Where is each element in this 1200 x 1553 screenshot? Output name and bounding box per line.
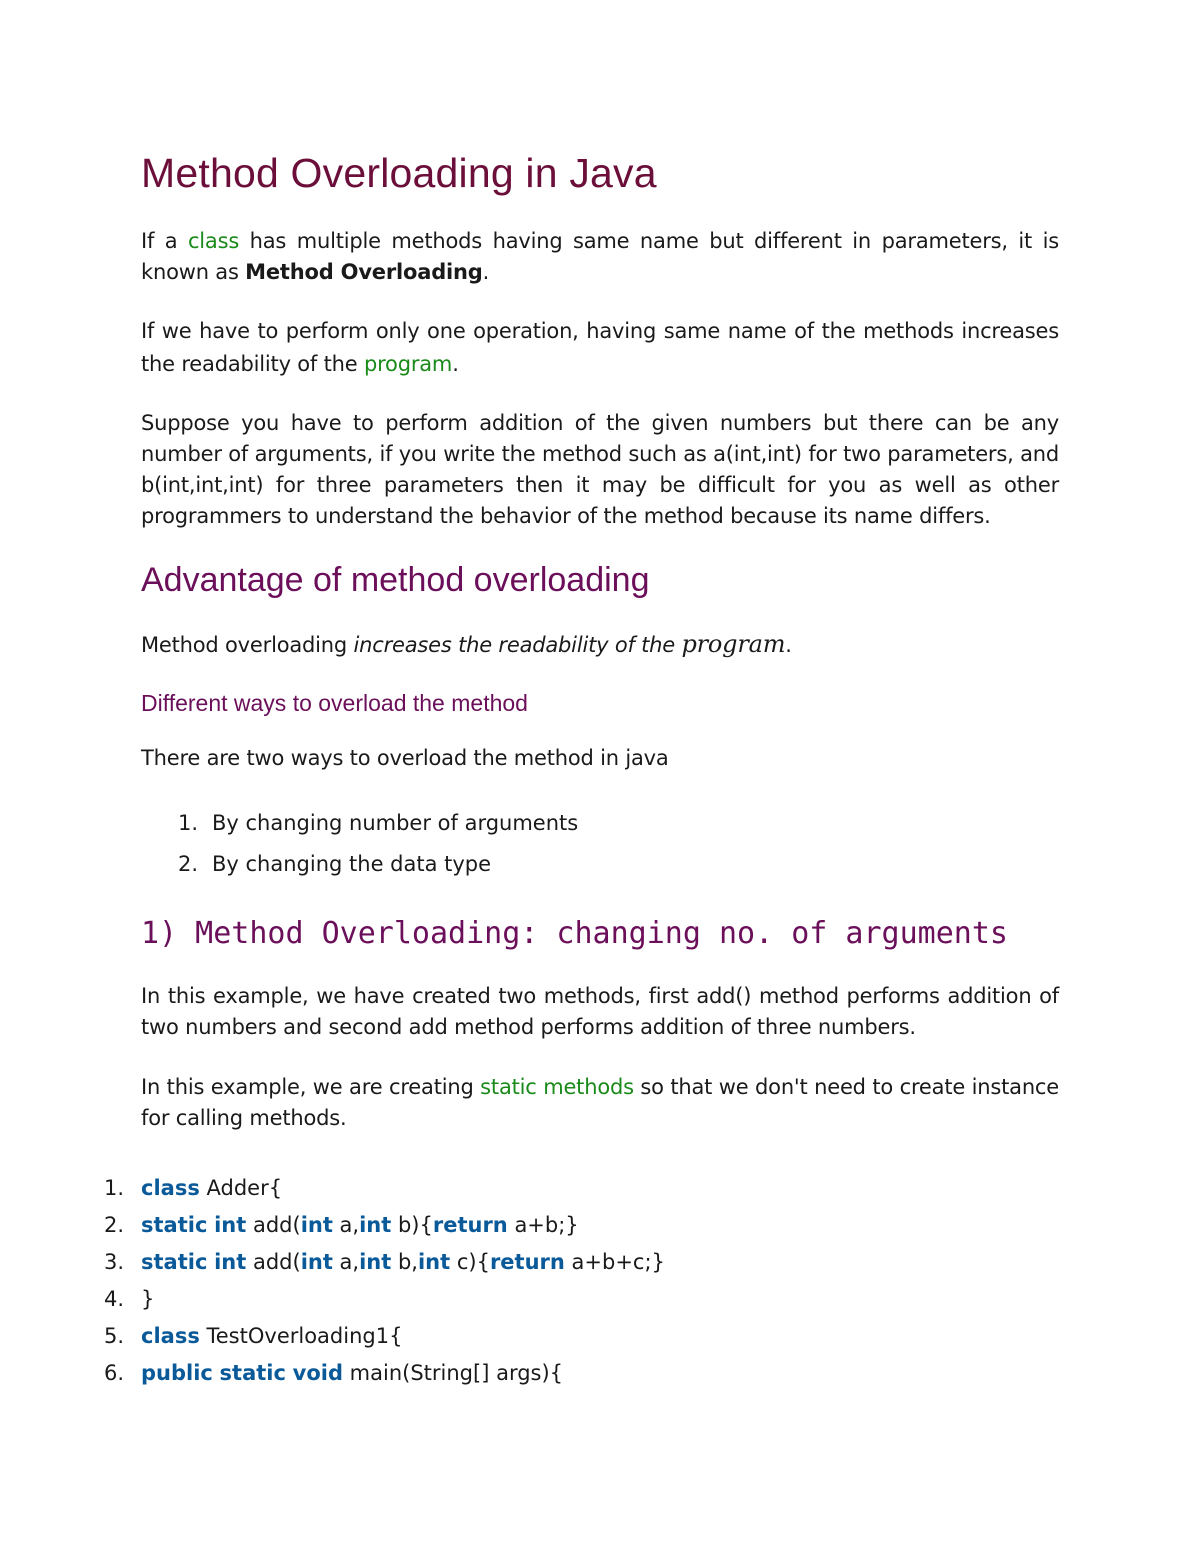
code-text: } — [141, 1287, 155, 1311]
code-keyword: return — [432, 1213, 508, 1237]
code-line — [104, 1209, 1004, 1246]
code-keyword: int — [300, 1250, 333, 1274]
list-number: 2. — [178, 852, 199, 876]
code-text: b, — [391, 1250, 418, 1274]
text: so that we don't need to create instance for calling methods. — [141, 1075, 1059, 1130]
list-item — [141, 808, 1059, 849]
code-keyword: class — [141, 1176, 200, 1200]
ways-intro: There are two ways to overload the method in java — [141, 746, 669, 770]
code-keyword: int — [214, 1250, 247, 1274]
text: has multiple methods having same name but different in parameters, it is known as — [141, 229, 1059, 284]
code-keyword: int — [300, 1213, 333, 1237]
code-text: c){ — [450, 1250, 490, 1274]
code-keyword: public — [141, 1361, 213, 1385]
code-text: a+b;} — [507, 1213, 579, 1237]
code-text — [213, 1361, 220, 1385]
section-1-paragraph-2 — [141, 1072, 1059, 1134]
text: If we have to perform only one operation, having same name of the methods increases the readability of the — [141, 319, 1059, 376]
code-keyword: int — [417, 1250, 451, 1274]
code-keyword: int — [359, 1213, 392, 1237]
italic-term: program — [681, 630, 786, 658]
document-content — [141, 148, 1059, 1134]
code-keyword: int — [214, 1213, 247, 1237]
text: If a — [141, 229, 188, 253]
list-item-label: By changing the data type — [212, 852, 492, 876]
intro-paragraph-3: Suppose you have to perform addition of the given numbers but there can be any number of arguments, if you write the method such as a(int,int) for two parameters, and b(int,int,int) for three parameters then it may be difficult for you as well as other programmers to understand the behavior of the method because its name differs. — [141, 411, 1059, 528]
code-line — [104, 1283, 1004, 1320]
list-item — [141, 849, 1059, 890]
code-line-number: 2. — [104, 1213, 125, 1237]
code-keyword: int — [359, 1250, 392, 1274]
code-text: a+b+c;} — [564, 1250, 665, 1274]
italic-text: increases the readability of the — [353, 633, 682, 657]
text: . — [482, 260, 490, 284]
code-keyword: class — [141, 1324, 200, 1348]
advantage-heading: Advantage of method overloading — [141, 561, 650, 599]
code-line-number: 4. — [104, 1287, 125, 1311]
code-text: main(String[] args){ — [343, 1361, 564, 1385]
code-text: a, — [332, 1250, 360, 1274]
code-line — [104, 1172, 1004, 1209]
code-text — [286, 1361, 293, 1385]
code-line — [104, 1246, 1004, 1283]
bold-term: Method Overloading — [245, 260, 483, 284]
text: . — [452, 352, 459, 376]
section-1-heading: 1) Method Overloading: changing no. of arguments — [141, 916, 1008, 951]
code-text: Adder{ — [199, 1176, 283, 1200]
code-keyword: return — [489, 1250, 565, 1274]
code-text: a, — [332, 1213, 360, 1237]
code-line-number: 6. — [104, 1361, 125, 1385]
code-keyword: static — [219, 1361, 286, 1385]
code-line-number: 3. — [104, 1250, 125, 1274]
code-line — [104, 1320, 1004, 1357]
ways-list — [141, 808, 1059, 890]
code-keyword: void — [292, 1361, 343, 1385]
program-link[interactable]: program — [363, 352, 453, 376]
code-listing — [104, 1172, 1004, 1394]
text: . — [785, 633, 792, 657]
class-link[interactable]: class — [187, 229, 240, 253]
intro-paragraph-1 — [141, 226, 1059, 288]
code-text: add( — [246, 1213, 301, 1237]
ways-heading: Different ways to overload the method — [141, 690, 528, 716]
code-text: TestOverloading1{ — [199, 1324, 403, 1348]
code-keyword: static — [141, 1250, 208, 1274]
static-methods-link[interactable]: static methods — [480, 1075, 634, 1099]
code-text: b){ — [391, 1213, 433, 1237]
list-item-label: By changing number of arguments — [212, 811, 579, 835]
intro-paragraph-2 — [141, 315, 1059, 381]
code-line-number: 1. — [104, 1176, 125, 1200]
code-line — [104, 1357, 1004, 1394]
page-title: Method Overloading in Java — [141, 150, 657, 196]
advantage-text — [141, 629, 1059, 661]
code-text: add( — [246, 1250, 301, 1274]
code-line-number: 5. — [104, 1324, 125, 1348]
section-1-paragraph-1: In this example, we have created two methods, first add() method performs addition of two numbers and second add method performs addition of three numbers. — [141, 984, 1059, 1039]
text: In this example, we are creating — [141, 1075, 481, 1099]
text: Method overloading — [141, 633, 354, 657]
code-keyword: static — [141, 1213, 208, 1237]
list-number: 1. — [178, 811, 199, 835]
